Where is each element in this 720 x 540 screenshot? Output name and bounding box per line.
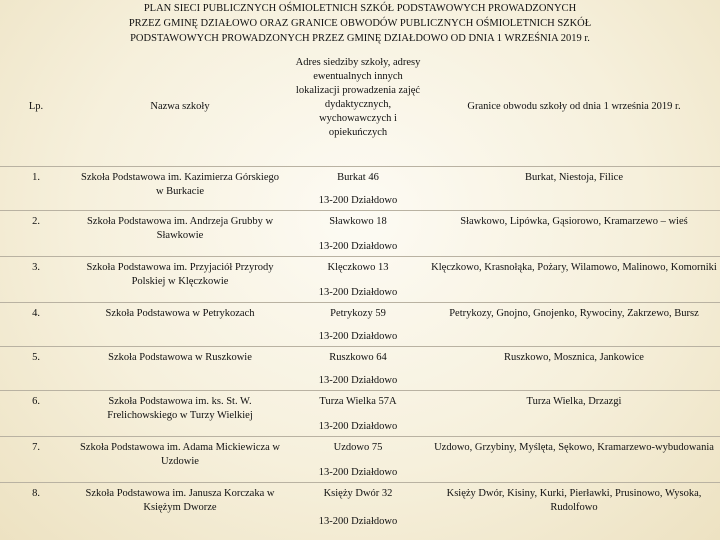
row-address	[288, 303, 428, 347]
row-address-street: Sławkowo 18	[329, 216, 387, 227]
row-address-street: Uzdowo 75	[333, 442, 383, 453]
row-lp: 5.	[0, 347, 72, 391]
row-lp: 8.	[0, 483, 72, 531]
document-title	[8, 0, 712, 46]
title-line-2: PRZEZ GMINĘ DZIAŁOWO ORAZ GRANICE OBWODÓW PUBLICZNYCH OŚMIOLETNICH SZKÓŁ	[128, 18, 592, 29]
row-address	[288, 211, 428, 257]
row-address-postal: 13-200 Działdowo	[318, 421, 398, 432]
header-border: Granice obwodu szkoły od dnia 1 września 2019 r.	[467, 101, 681, 112]
row-school-name: Szkoła Podstawowa w Petrykozach	[72, 303, 288, 347]
row-address-postal: 13-200 Działdowo	[318, 287, 398, 298]
row-address	[288, 483, 428, 531]
row-address	[288, 391, 428, 437]
row-address-postal: 13-200 Działdowo	[318, 241, 398, 252]
row-border: Turza Wielka, Drzazgi	[428, 391, 720, 437]
row-address-street: Turza Wielka 57A	[319, 396, 397, 407]
row-lp: 6.	[0, 391, 72, 437]
table-row	[0, 257, 720, 303]
row-border: Sławkowo, Lipówka, Gąsiorowo, Kramarzewo – wieś	[428, 211, 720, 257]
header-address: Adres siedziby szkoły, adresy ewentualnych innych lokalizacji prowadzenia zajęć dydaktycznych, wychowawczych i opiekuńczych	[295, 57, 421, 138]
title-line-3: PODSTAWOWYCH PROWADZONYCH PRZEZ GMINĘ DZIAŁDOWO OD DNIA 1 WRZEŚNIA 2019 r.	[130, 33, 590, 44]
row-address-postal: 13-200 Działdowo	[318, 195, 398, 206]
row-address-street: Ruszkowo 64	[329, 352, 387, 363]
row-address-postal: 13-200 Działdowo	[318, 331, 398, 342]
row-lp: 1.	[0, 167, 72, 211]
row-border: Ruszkowo, Mosznica, Jankowice	[428, 347, 720, 391]
row-address-postal: 13-200 Działdowo	[318, 515, 398, 527]
row-lp: 2.	[0, 211, 72, 257]
row-school-name: Szkoła Podstawowa im. Adama Mickiewicza w Uzdowie	[72, 437, 288, 483]
row-school-name: Szkoła Podstawowa im. Kazimierza Górskiego w Burkacie	[72, 167, 288, 211]
row-border: Burkat, Niestoja, Filice	[428, 167, 720, 211]
header-lp: Lp.	[28, 101, 44, 112]
row-address	[288, 437, 428, 483]
table-row	[0, 303, 720, 347]
table-row	[0, 211, 720, 257]
row-border: Petrykozy, Gnojno, Gnojenko, Rywociny, Zakrzewo, Bursz	[428, 303, 720, 347]
title-line-1: PLAN SIECI PUBLICZNYCH OŚMIOLETNICH SZKÓŁ PODSTAWOWYCH PROWADZONYCH	[143, 3, 577, 14]
row-address	[288, 347, 428, 391]
row-school-name: Szkoła Podstawowa im. Przyjaciół Przyrody Polskiej w Klęczkowie	[72, 257, 288, 303]
row-border: Klęczkowo, Krasnołąka, Pożary, Wilamowo, Malinowo, Komorniki	[428, 257, 720, 303]
row-school-name: Szkoła Podstawowa w Ruszkowie	[72, 347, 288, 391]
row-lp: 3.	[0, 257, 72, 303]
row-address-street: Petrykozy 59	[330, 308, 386, 319]
row-lp: 7.	[0, 437, 72, 483]
table-row	[0, 347, 720, 391]
table-row	[0, 167, 720, 211]
row-school-name: Szkoła Podstawowa im. ks. St. W. Frelichowskiego w Turzy Wielkiej	[72, 391, 288, 437]
row-address-street: Księży Dwór 32	[323, 488, 393, 499]
table-row	[0, 391, 720, 437]
row-school-name: Szkoła Podstawowa im. Andrzeja Grubby w Sławkowie	[72, 211, 288, 257]
row-address-street: Burkat 46	[337, 172, 379, 183]
row-school-name: Szkoła Podstawowa im. Janusza Korczaka w Księżym Dworze	[72, 483, 288, 531]
row-border: Uzdowo, Grzybiny, Myślęta, Sękowo, Kramarzewo-wybudowania	[428, 437, 720, 483]
table-row	[0, 437, 720, 483]
row-border: Księży Dwór, Kisiny, Kurki, Pierławki, Prusinowo, Wysoka, Rudolfowo	[428, 483, 720, 531]
row-lp: 4.	[0, 303, 72, 347]
row-address-postal: 13-200 Działdowo	[318, 467, 398, 478]
schools-table	[0, 48, 720, 531]
header-school-name: Nazwa szkoły	[150, 101, 210, 112]
table-row	[0, 483, 720, 531]
row-address-postal: 13-200 Działdowo	[318, 375, 398, 386]
row-address	[288, 167, 428, 211]
table-header-row	[0, 48, 720, 167]
row-address-street: Klęczkowo 13	[327, 262, 389, 273]
row-address	[288, 257, 428, 303]
